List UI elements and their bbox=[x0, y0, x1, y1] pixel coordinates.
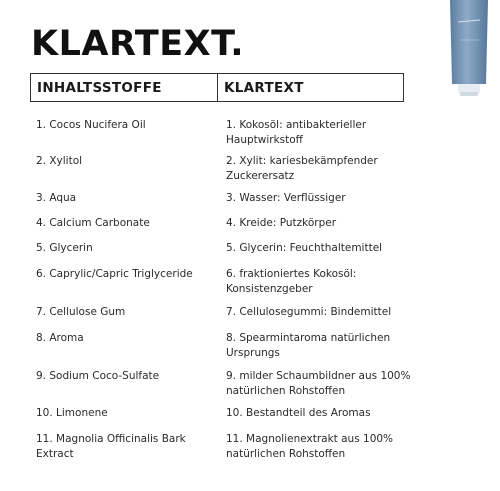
explanation-cell: 4. Kreide: Putzkörper bbox=[226, 217, 337, 229]
explanation-cell: 11. Magnolienextrakt aus 100% natürlichen Rohstoffen bbox=[226, 433, 394, 460]
toothpaste-tube-image bbox=[438, 0, 500, 100]
explanation-cell: 10. Bestandteil des Aromas bbox=[226, 407, 371, 419]
explanation-cell: 2. Xylit: kariesbekämpfender Zuckerersatz bbox=[226, 155, 378, 182]
explanation-cell: 5. Glycerin: Feuchthaltemittel bbox=[226, 242, 383, 254]
ingredient-cell: 9. Sodium Coco-Sulfate bbox=[36, 370, 160, 382]
ingredient-cell: 7. Cellulose Gum bbox=[36, 306, 126, 318]
ingredient-cell: 2. Xylitol bbox=[36, 155, 83, 167]
explanation-cell: 3. Wasser: Verflüssiger bbox=[226, 192, 346, 204]
ingredient-cell: 8. Aroma bbox=[36, 332, 84, 344]
explanation-cell: 6. fraktioniertes Kokosöl: Konsistenzgeber bbox=[226, 268, 357, 295]
ingredient-cell: 3. Aqua bbox=[36, 192, 77, 204]
ingredient-cell: 1. Cocos Nucifera Oil bbox=[36, 119, 146, 131]
explanation-cell: 7. Cellulosegummi: Bindemittel bbox=[226, 306, 392, 318]
explanation-cell: 8. Spearmintaroma natürlichen Ursprungs bbox=[226, 332, 391, 359]
page-title: KLARTEXT. bbox=[31, 24, 245, 64]
header-klartext: KLARTEXT bbox=[224, 79, 304, 96]
table-header bbox=[30, 73, 404, 102]
ingredient-cell: 4. Calcium Carbonate bbox=[36, 217, 150, 229]
ingredient-cell: 11. Magnolia Officinalis Bark Extract bbox=[36, 433, 186, 460]
ingredient-cell: 6. Caprylic/Capric Triglyceride bbox=[36, 268, 193, 280]
ingredient-cell: 10. Limonene bbox=[36, 407, 108, 419]
explanation-cell: 1. Kokosöl: antibakterieller Hauptwirkstoff bbox=[226, 119, 367, 146]
explanation-cell: 9. milder Schaumbildner aus 100% natürlichen Rohstoffen bbox=[226, 370, 411, 397]
header-ingredients: INHALTSSTOFFE bbox=[31, 74, 218, 101]
ingredient-cell: 5. Glycerin bbox=[36, 242, 93, 254]
